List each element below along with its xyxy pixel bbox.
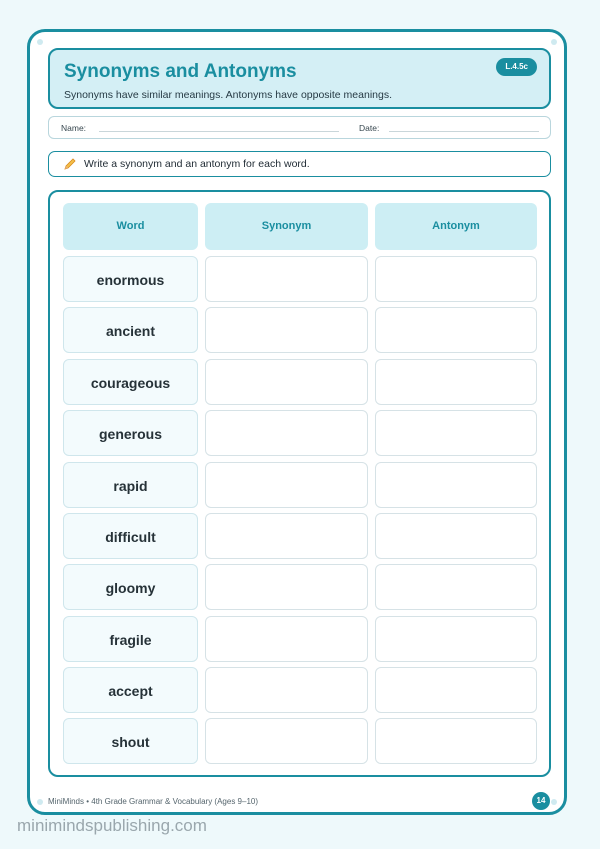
word-cell: courageous [63, 359, 198, 405]
word-cell: enormous [63, 256, 198, 302]
word-cell: rapid [63, 462, 198, 508]
antonym-answer-cell[interactable] [375, 667, 537, 713]
date-label: Date: [359, 123, 380, 133]
page-title: Synonyms and Antonyms [64, 61, 297, 82]
corner-dot [37, 39, 43, 45]
synonym-answer-cell[interactable] [205, 256, 368, 302]
antonym-answer-cell[interactable] [375, 410, 537, 456]
column-header-antonym: Antonym [375, 203, 537, 250]
synonym-answer-cell[interactable] [205, 616, 368, 662]
synonym-answer-cell[interactable] [205, 359, 368, 405]
word-cell: shout [63, 718, 198, 764]
page-number: 14 [532, 792, 550, 810]
synonym-answer-cell[interactable] [205, 307, 368, 353]
synonym-answer-cell[interactable] [205, 513, 368, 559]
word-cell: generous [63, 410, 198, 456]
synonym-answer-cell[interactable] [205, 718, 368, 764]
antonym-answer-cell[interactable] [375, 256, 537, 302]
word-cell: accept [63, 667, 198, 713]
word-cell: difficult [63, 513, 198, 559]
instruction-text: Write a synonym and an antonym for each word. [84, 158, 310, 170]
name-label: Name: [61, 123, 87, 133]
word-cell: ancient [63, 307, 198, 353]
standard-badge: L.4.5c [496, 58, 537, 76]
antonym-answer-cell[interactable] [375, 718, 537, 764]
word-cell: fragile [63, 616, 198, 662]
antonym-answer-cell[interactable] [375, 307, 537, 353]
synonym-answer-cell[interactable] [205, 564, 368, 610]
page-subtitle: Synonyms have similar meanings. Antonyms have opposite meanings. [64, 89, 393, 101]
instruction-box [48, 151, 551, 177]
antonym-answer-cell[interactable] [375, 359, 537, 405]
pencil-icon [63, 157, 77, 171]
corner-dot [551, 39, 557, 45]
corner-dot [37, 799, 43, 805]
title-header [48, 48, 551, 109]
antonym-answer-cell[interactable] [375, 564, 537, 610]
synonym-answer-cell[interactable] [205, 667, 368, 713]
antonym-answer-cell[interactable] [375, 462, 537, 508]
synonym-answer-cell[interactable] [205, 410, 368, 456]
publisher-watermark: minimindspublishing.com [17, 816, 207, 835]
column-header-word: Word [63, 203, 198, 250]
synonym-answer-cell[interactable] [205, 462, 368, 508]
column-header-synonym: Synonym [205, 203, 368, 250]
name-date-bar [48, 116, 551, 139]
antonym-answer-cell[interactable] [375, 513, 537, 559]
word-cell: gloomy [63, 564, 198, 610]
footer-credit: MiniMinds • 4th Grade Grammar & Vocabulary (Ages 9–10) [48, 797, 258, 806]
name-field[interactable] [99, 131, 339, 132]
date-field[interactable] [389, 131, 539, 132]
antonym-answer-cell[interactable] [375, 616, 537, 662]
corner-dot [551, 799, 557, 805]
